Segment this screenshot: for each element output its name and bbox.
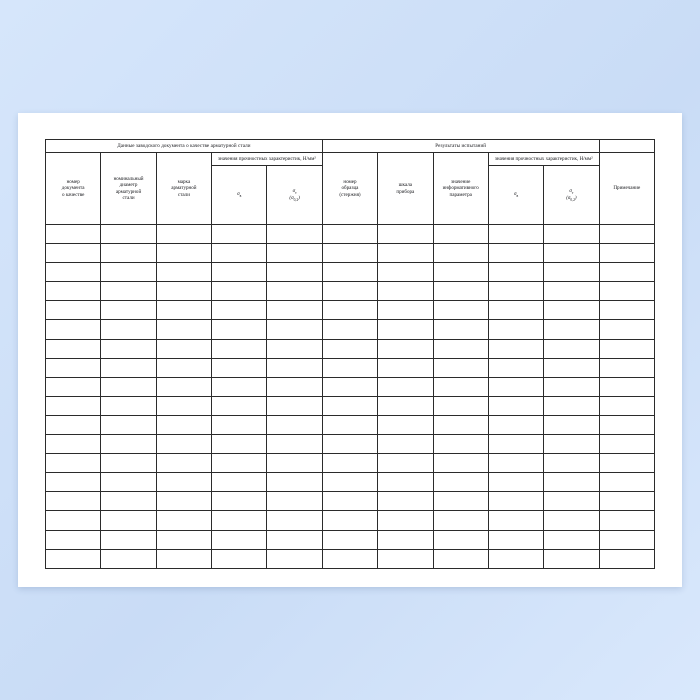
table-cell[interactable] — [46, 492, 101, 511]
table-cell[interactable] — [544, 339, 599, 358]
group-header-test-results: Результаты испытаний — [322, 140, 599, 153]
table-cell[interactable] — [433, 435, 488, 454]
table-row — [46, 358, 655, 377]
table-cell[interactable] — [267, 396, 322, 415]
table-cell[interactable] — [488, 435, 543, 454]
table-cell[interactable] — [599, 549, 654, 568]
table-cell[interactable] — [599, 415, 654, 434]
table-cell[interactable] — [488, 492, 543, 511]
sub-header-row — [46, 153, 655, 166]
table-cell[interactable] — [322, 282, 377, 301]
table-cell[interactable] — [46, 396, 101, 415]
table-cell[interactable] — [46, 511, 101, 530]
table-cell[interactable] — [101, 511, 156, 530]
table-cell[interactable] — [322, 415, 377, 434]
table-cell[interactable] — [267, 473, 322, 492]
table-row — [46, 454, 655, 473]
table-cell[interactable] — [212, 320, 267, 339]
table-cell[interactable] — [101, 358, 156, 377]
table-cell[interactable] — [433, 492, 488, 511]
table-row — [46, 396, 655, 415]
column-header-device-scale: шкала прибора — [378, 153, 433, 225]
table-cell[interactable] — [101, 473, 156, 492]
table-cell[interactable] — [599, 301, 654, 320]
table-cell[interactable] — [267, 301, 322, 320]
table-row — [46, 320, 655, 339]
table-cell[interactable] — [212, 549, 267, 568]
table-cell[interactable] — [378, 301, 433, 320]
column-header-doc-number: номер документа о качестве — [46, 153, 101, 225]
table-cell[interactable] — [212, 435, 267, 454]
table-cell[interactable] — [46, 339, 101, 358]
table-cell[interactable] — [322, 358, 377, 377]
table-cell[interactable] — [322, 396, 377, 415]
subheader-strength-left: значения прочностных характеристик, Н/мм² — [212, 153, 323, 166]
table-cell[interactable] — [433, 282, 488, 301]
subheader-strength-right: значения прочностных характеристик, Н/мм² — [488, 153, 599, 166]
table-cell[interactable] — [433, 473, 488, 492]
table-cell[interactable] — [101, 225, 156, 244]
table-cell[interactable] — [322, 320, 377, 339]
table-cell[interactable] — [488, 263, 543, 282]
table-cell[interactable] — [322, 549, 377, 568]
table-cell[interactable] — [544, 492, 599, 511]
table-cell[interactable] — [599, 225, 654, 244]
table-cell[interactable] — [433, 530, 488, 549]
table-cell[interactable] — [378, 320, 433, 339]
column-header-note: Примечание — [599, 153, 654, 225]
column-header-sigma-v-left: $\sigma_в$ — [212, 166, 267, 225]
table-cell[interactable] — [101, 454, 156, 473]
table-cell[interactable] — [599, 263, 654, 282]
table-cell[interactable] — [599, 454, 654, 473]
table-cell[interactable] — [322, 339, 377, 358]
table-cell[interactable] — [433, 454, 488, 473]
table-cell[interactable] — [433, 549, 488, 568]
table-cell[interactable] — [46, 244, 101, 263]
table-cell[interactable] — [433, 244, 488, 263]
table-cell[interactable] — [433, 225, 488, 244]
table-cell[interactable] — [544, 377, 599, 396]
table-cell[interactable] — [544, 549, 599, 568]
table-cell[interactable] — [322, 301, 377, 320]
table-cell[interactable] — [488, 549, 543, 568]
table-cell[interactable] — [46, 530, 101, 549]
table-cell[interactable] — [46, 415, 101, 434]
table-cell[interactable] — [267, 358, 322, 377]
table-cell[interactable] — [544, 454, 599, 473]
table-cell[interactable] — [156, 511, 211, 530]
table-cell[interactable] — [212, 511, 267, 530]
table-cell[interactable] — [488, 396, 543, 415]
table-cell[interactable] — [212, 263, 267, 282]
table-cell[interactable] — [156, 301, 211, 320]
table-cell[interactable] — [267, 549, 322, 568]
table-cell[interactable] — [433, 263, 488, 282]
table-cell[interactable] — [378, 244, 433, 263]
table-cell[interactable] — [212, 454, 267, 473]
table-cell[interactable] — [46, 301, 101, 320]
table-cell[interactable] — [433, 377, 488, 396]
table-cell[interactable] — [488, 511, 543, 530]
table-cell[interactable] — [433, 301, 488, 320]
table-cell[interactable] — [156, 549, 211, 568]
column-header-informative-parameter: значение информативного параметра — [433, 153, 488, 225]
table-cell[interactable] — [212, 396, 267, 415]
table-cell[interactable] — [544, 225, 599, 244]
table-cell[interactable] — [488, 377, 543, 396]
table-cell[interactable] — [156, 339, 211, 358]
table-cell[interactable] — [156, 435, 211, 454]
table-row — [46, 282, 655, 301]
table-cell[interactable] — [599, 358, 654, 377]
table-cell[interactable] — [378, 530, 433, 549]
table-cell[interactable] — [46, 320, 101, 339]
table-cell[interactable] — [156, 454, 211, 473]
table-cell[interactable] — [267, 511, 322, 530]
column-header-sample-number: номер образца (стержня) — [322, 153, 377, 225]
table-cell[interactable] — [378, 511, 433, 530]
table-cell[interactable] — [156, 263, 211, 282]
table-cell[interactable] — [599, 396, 654, 415]
table-cell[interactable] — [599, 530, 654, 549]
table-cell[interactable] — [267, 320, 322, 339]
table-cell[interactable] — [267, 530, 322, 549]
table-cell[interactable] — [433, 320, 488, 339]
table-cell[interactable] — [46, 473, 101, 492]
table-row — [46, 377, 655, 396]
table-cell[interactable] — [544, 320, 599, 339]
table-cell[interactable] — [544, 473, 599, 492]
table-cell[interactable] — [267, 377, 322, 396]
table-cell[interactable] — [599, 339, 654, 358]
journal-rows — [46, 225, 655, 569]
table-cell[interactable] — [101, 530, 156, 549]
table-cell[interactable] — [267, 263, 322, 282]
table-cell[interactable] — [46, 454, 101, 473]
column-header-nominal-diameter: номинальный диаметр арматурной стали — [101, 153, 156, 225]
table-row — [46, 473, 655, 492]
column-header-sigma-t-right: $\sigma_т$ $(\sigma_{0,2})$ — [544, 166, 599, 225]
table-cell[interactable] — [322, 530, 377, 549]
table-cell[interactable] — [378, 415, 433, 434]
table-cell[interactable] — [156, 415, 211, 434]
table-cell[interactable] — [378, 396, 433, 415]
table-cell[interactable] — [544, 358, 599, 377]
table-cell[interactable] — [488, 339, 543, 358]
column-header-steel-grade: марка арматурной стали — [156, 153, 211, 225]
table-cell[interactable] — [212, 377, 267, 396]
table-cell[interactable] — [488, 415, 543, 434]
table-cell[interactable] — [156, 320, 211, 339]
table-row — [46, 511, 655, 530]
table-cell[interactable] — [322, 435, 377, 454]
table-cell[interactable] — [378, 282, 433, 301]
table-cell[interactable] — [488, 530, 543, 549]
table-cell[interactable] — [433, 358, 488, 377]
table-cell[interactable] — [322, 492, 377, 511]
table-cell[interactable] — [46, 225, 101, 244]
table-cell[interactable] — [46, 377, 101, 396]
table-cell[interactable] — [544, 511, 599, 530]
table-cell[interactable] — [212, 473, 267, 492]
table-row — [46, 225, 655, 244]
table-row — [46, 492, 655, 511]
table-cell[interactable] — [46, 358, 101, 377]
table-cell[interactable] — [544, 396, 599, 415]
table-cell[interactable] — [544, 530, 599, 549]
table-cell[interactable] — [101, 263, 156, 282]
table-cell[interactable] — [212, 492, 267, 511]
table-cell[interactable] — [156, 225, 211, 244]
table-cell[interactable] — [101, 415, 156, 434]
group-header-note-spacer — [599, 140, 654, 153]
table-cell[interactable] — [212, 415, 267, 434]
table-cell[interactable] — [544, 244, 599, 263]
table-cell[interactable] — [156, 492, 211, 511]
group-header-row — [46, 140, 655, 153]
table-cell[interactable] — [544, 301, 599, 320]
table-row — [46, 301, 655, 320]
table-cell[interactable] — [488, 244, 543, 263]
table-cell[interactable] — [433, 339, 488, 358]
table-cell[interactable] — [378, 358, 433, 377]
table-cell[interactable] — [156, 358, 211, 377]
table-cell[interactable] — [156, 377, 211, 396]
journal-table — [45, 139, 655, 569]
table-cell[interactable] — [544, 435, 599, 454]
table-cell[interactable] — [433, 511, 488, 530]
table-cell[interactable] — [322, 244, 377, 263]
table-row — [46, 549, 655, 568]
table-cell[interactable] — [322, 377, 377, 396]
table-cell[interactable] — [156, 473, 211, 492]
table-row — [46, 244, 655, 263]
table-cell[interactable] — [212, 282, 267, 301]
table-cell[interactable] — [267, 282, 322, 301]
table-cell[interactable] — [599, 435, 654, 454]
table-cell[interactable] — [378, 492, 433, 511]
table-cell[interactable] — [267, 225, 322, 244]
table-cell[interactable] — [488, 282, 543, 301]
table-row — [46, 530, 655, 549]
table-cell[interactable] — [378, 435, 433, 454]
table-row — [46, 435, 655, 454]
table-cell[interactable] — [488, 473, 543, 492]
table-cell[interactable] — [322, 454, 377, 473]
table-row — [46, 263, 655, 282]
table-cell[interactable] — [156, 282, 211, 301]
table-cell[interactable] — [101, 549, 156, 568]
table-cell[interactable] — [488, 320, 543, 339]
table-cell[interactable] — [322, 225, 377, 244]
table-cell[interactable] — [46, 263, 101, 282]
table-cell[interactable] — [599, 377, 654, 396]
table-cell[interactable] — [599, 320, 654, 339]
table-cell[interactable] — [322, 511, 377, 530]
table-cell[interactable] — [378, 377, 433, 396]
table-cell[interactable] — [101, 244, 156, 263]
table-cell[interactable] — [46, 549, 101, 568]
table-cell[interactable] — [46, 282, 101, 301]
table-cell[interactable] — [322, 473, 377, 492]
table-cell[interactable] — [212, 225, 267, 244]
table-cell[interactable] — [599, 244, 654, 263]
table-cell[interactable] — [378, 225, 433, 244]
column-header-sigma-t-left: $\sigma_т$ $(\sigma_{0,2})$ — [267, 166, 322, 225]
table-cell[interactable] — [101, 339, 156, 358]
table-cell[interactable] — [599, 473, 654, 492]
table-cell[interactable] — [212, 530, 267, 549]
table-cell[interactable] — [488, 301, 543, 320]
table-cell[interactable] — [101, 320, 156, 339]
table-cell[interactable] — [46, 435, 101, 454]
table-cell[interactable] — [156, 530, 211, 549]
journal-table-container — [45, 139, 655, 569]
table-row — [46, 339, 655, 358]
table-cell[interactable] — [101, 492, 156, 511]
table-cell[interactable] — [322, 263, 377, 282]
table-cell[interactable] — [156, 396, 211, 415]
table-row — [46, 415, 655, 434]
table-cell[interactable] — [378, 263, 433, 282]
table-cell[interactable] — [267, 415, 322, 434]
table-cell[interactable] — [101, 301, 156, 320]
table-cell[interactable] — [267, 454, 322, 473]
table-cell[interactable] — [212, 301, 267, 320]
table-cell[interactable] — [488, 225, 543, 244]
table-cell[interactable] — [267, 339, 322, 358]
table-cell[interactable] — [488, 454, 543, 473]
table-cell[interactable] — [378, 454, 433, 473]
table-cell[interactable] — [101, 435, 156, 454]
table-cell[interactable] — [156, 244, 211, 263]
paper-sheet — [18, 113, 682, 587]
table-cell[interactable] — [267, 435, 322, 454]
table-cell[interactable] — [101, 282, 156, 301]
table-cell[interactable] — [101, 377, 156, 396]
table-cell[interactable] — [212, 339, 267, 358]
table-cell[interactable] — [378, 473, 433, 492]
table-cell[interactable] — [212, 358, 267, 377]
table-cell[interactable] — [433, 415, 488, 434]
table-cell[interactable] — [544, 263, 599, 282]
table-cell[interactable] — [267, 492, 322, 511]
table-cell[interactable] — [599, 492, 654, 511]
table-cell[interactable] — [267, 244, 322, 263]
group-header-factory-data: Данные заводского документа о качестве арматурной стали — [46, 140, 323, 153]
table-cell[interactable] — [488, 358, 543, 377]
column-header-sigma-v-right: $\sigma_в$ — [488, 166, 543, 225]
table-cell[interactable] — [544, 282, 599, 301]
table-cell[interactable] — [544, 415, 599, 434]
table-cell[interactable] — [599, 511, 654, 530]
table-cell[interactable] — [101, 396, 156, 415]
table-cell[interactable] — [378, 549, 433, 568]
table-cell[interactable] — [212, 244, 267, 263]
table-cell[interactable] — [599, 282, 654, 301]
table-cell[interactable] — [378, 339, 433, 358]
table-cell[interactable] — [433, 396, 488, 415]
